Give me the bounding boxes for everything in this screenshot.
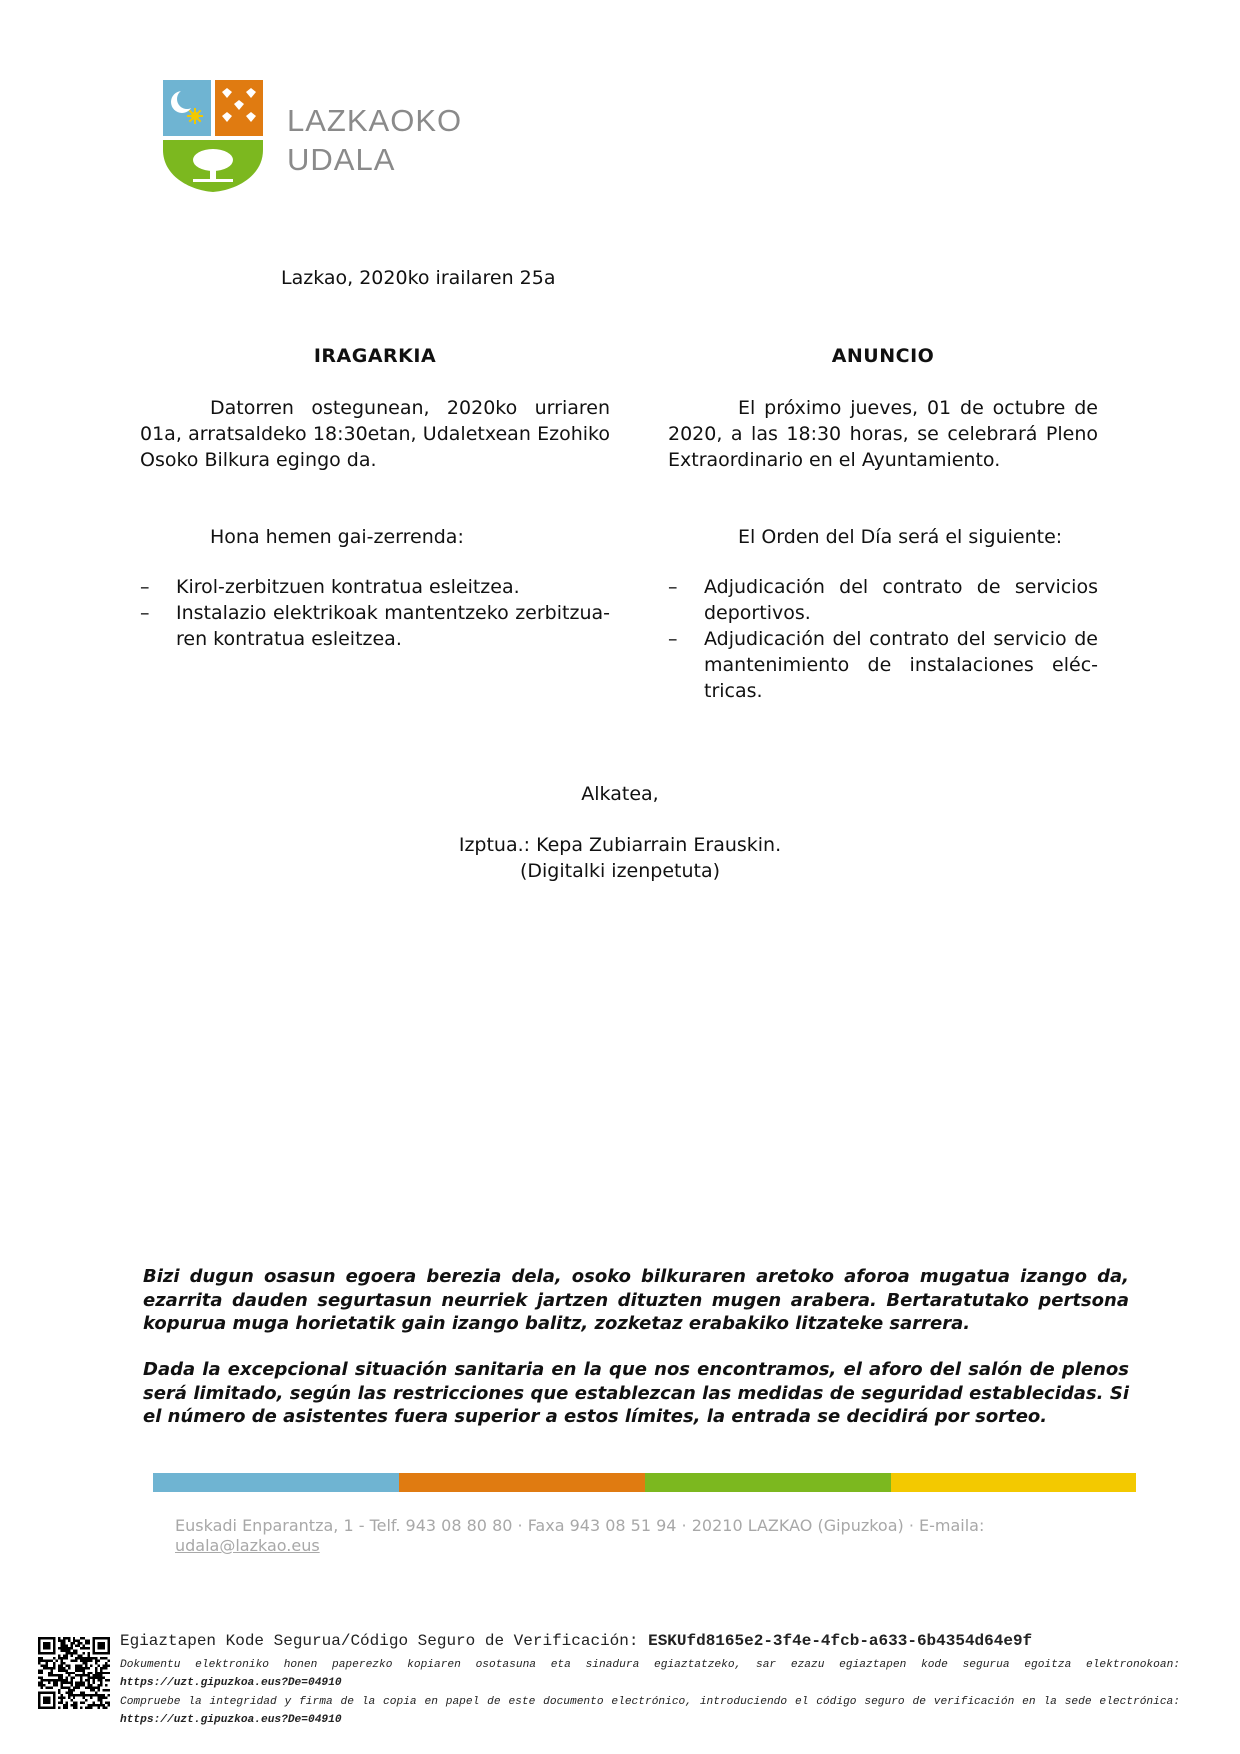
address-text: Euskadi Enparantza, 1 - Telf. 943 08 80 80 · Faxa 943 08 51 94 · 20210 LAZKAO (Gipuzkoa) · E-maila: [175, 1516, 985, 1535]
color-bar-yellow [891, 1473, 1136, 1492]
date-line: Lazkao, 2020ko irailaren 25a [281, 267, 556, 289]
list-item [668, 574, 1098, 626]
verification-basque-text [120, 1656, 1180, 1692]
spanish-agenda-intro: El Orden del Día será el siguiente: [738, 526, 1063, 548]
signature-name: Izptua.: Kepa Zubiarrain Erauskin. [458, 834, 782, 856]
verification-spanish-text [120, 1693, 1180, 1729]
list-dash: – [140, 602, 150, 624]
list-item-text: Instalazio elektrikoak mantentzeko zerbitzua-ren kontratua esleitzea. [176, 602, 610, 650]
signature-note: (Digitalki izenpetuta) [519, 860, 721, 882]
list-item-text: Adjudicación del contrato del servicio de mantenimiento de instalaciones eléc-tricas. [704, 628, 1098, 702]
verification-basque-sentence: Dokumentu elektroniko honen paperezko kopiaren osotasuna eta sinadura egiaztatzeko, sar ezazu egiaztapen kode segurua egoitza elektronokoan: [120, 1659, 1180, 1671]
spanish-heading: ANUNCIO [831, 345, 935, 367]
footer-address [175, 1516, 1035, 1556]
notice-spanish: Dada la excepcional situación sanitaria en la que nos encontramos, el aforo del salón de plenos será limitado, según las restricciones que establezcan las medidas de seguridad establecidas. Si el número de asistentes fuera superior a estos límites, la entrada se decidirá por sorteo. [143, 1359, 1129, 1427]
color-bar-green [645, 1473, 891, 1492]
basque-agenda-intro: Hona hemen gai-zerrenda: [210, 526, 464, 548]
qr-code-icon [38, 1637, 110, 1709]
basque-column [140, 395, 610, 473]
verification-title [120, 1632, 1032, 1650]
list-item-text: Adjudicación del contrato de servicios deportivos. [704, 576, 1098, 624]
list-item [140, 600, 610, 652]
logo-text-line2: UDALA [287, 142, 396, 177]
verification-url-link[interactable]: https://uzt.gipuzkoa.eus?De=04910 [120, 1677, 342, 1689]
verification-url-link[interactable]: https://uzt.gipuzkoa.eus?De=04910 [120, 1714, 342, 1726]
list-item [140, 574, 610, 600]
lazkao-coat-of-arms-logo [163, 80, 263, 192]
footer-email-link[interactable]: udala@lazkao.eus [175, 1536, 320, 1555]
list-dash: – [668, 628, 678, 650]
basque-paragraph: Datorren ostegunean, 2020ko urriaren 01a, arratsaldeko 18:30etan, Udaletxean Ezohiko Osoko Bilkura egingo da. [140, 397, 610, 471]
notice-basque: Bizi dugun osasun egoera berezia dela, osoko bilkuraren aretoko aforoa mugatua izango da, ezarrita dauden segurtasun neurriek jartzen dituzten mugen arabera. Bertaratutako pertsona kopurua muga horietatik gain izango balitz, zozketaz erabakiko litzateke sarrera. [143, 1266, 1129, 1334]
verification-label: Egiaztapen Kode Segurua/Código Seguro de Verificación: [120, 1632, 649, 1650]
color-bar-orange [399, 1473, 645, 1492]
signature-role: Alkatea, [581, 783, 659, 805]
basque-agenda-list [140, 574, 610, 652]
logo-text-line1: LAZKAOKO [287, 103, 463, 138]
list-dash: – [668, 576, 678, 598]
verification-code: ESKUfd8165e2-3f4e-4fcb-a633-6b4354d64e9f [648, 1632, 1033, 1650]
basque-heading: IRAGARKIA [313, 345, 437, 367]
verification-spanish-sentence: Compruebe la integridad y firma de la copia en papel de este documento electrónico, introduciendo el código seguro de verificación en la sede electrónica: [120, 1696, 1180, 1708]
spanish-paragraph: El próximo jueves, 01 de octubre de 2020, a las 18:30 horas, se celebrará Pleno Extraordinario en el Ayuntamiento. [668, 397, 1098, 471]
color-bar-blue [153, 1473, 399, 1492]
spanish-agenda-list [668, 574, 1098, 704]
list-dash: – [140, 576, 150, 598]
list-item-text: Kirol-zerbitzuen kontratua esleitzea. [176, 576, 520, 598]
spanish-column [668, 395, 1098, 473]
list-item [668, 626, 1098, 704]
